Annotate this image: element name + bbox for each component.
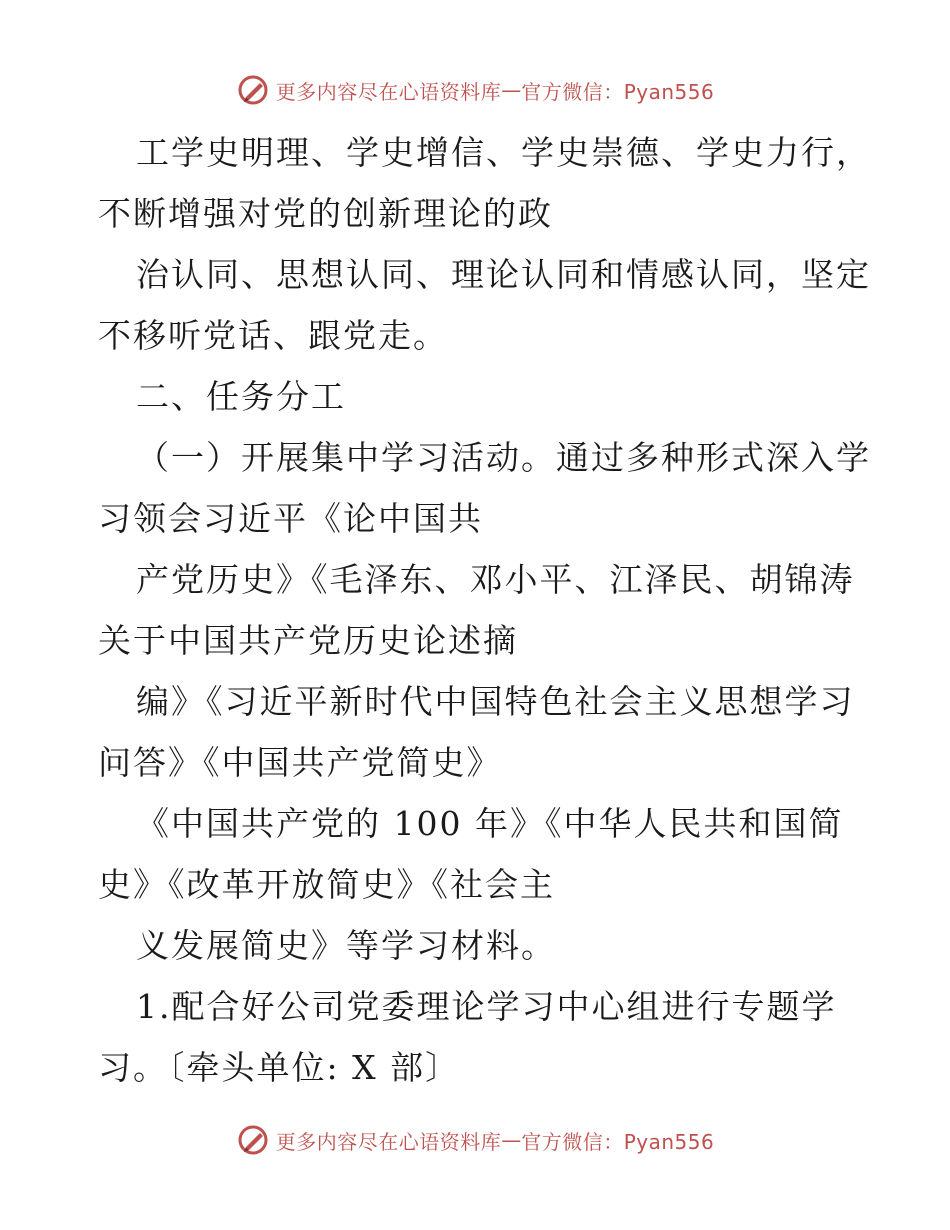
footer-watermark — [0, 1120, 950, 1160]
watermark-text: 更多内容尽在心语资料库 — [275, 79, 502, 104]
text-line: 不移听党话、跟党走。 — [98, 316, 448, 355]
text-line: 1.配合好公司党委理论学习中心组进行专题学 — [136, 987, 837, 1026]
text-line: 义发展简史》等学习材料。 — [136, 926, 556, 965]
text-line: 二、任务分工 — [136, 377, 346, 416]
watermark-wechat: 官方微信：Pyan556 — [521, 79, 715, 104]
watermark-text: 更多内容尽在心语资料库 — [275, 1129, 502, 1154]
text-line: 史》《改革开放简史》《社会主 — [98, 865, 555, 904]
document-body — [98, 122, 871, 1098]
pen-logo-icon — [236, 73, 270, 107]
pen-logo-icon — [236, 1123, 270, 1157]
watermark-wechat: 官方微信：Pyan556 — [521, 1129, 715, 1154]
text-line: （一）开展集中学习活动。通过多种形式深入学 — [136, 438, 871, 477]
text-line: 工学史明理、学史增信、学史崇德、学史力行， — [136, 133, 871, 172]
text-line: 编》《习近平新时代中国特色社会主义思想学习 — [136, 682, 855, 721]
text-line: 不断增强对党的创新理论的政 — [98, 194, 553, 233]
text-line: 问答》《中国共产党简史》 — [98, 743, 502, 782]
header-watermark — [0, 70, 950, 110]
text-line: 《中国共产党的 100 年》《中华人民共和国简 — [136, 804, 844, 843]
text-line: 习。〔牵头单位: X 部〕 — [98, 1048, 461, 1087]
text-line: 产党历史》《毛泽东、邓小平、江泽民、胡锦涛 — [136, 560, 855, 599]
watermark-separator: — — [501, 78, 522, 102]
text-line: 习领会习近平《论中国共 — [98, 499, 483, 538]
text-line: 治认同、思想认同、理论认同和情感认同，坚定 — [136, 255, 871, 294]
text-line: 关于中国共产党历史论述摘 — [98, 621, 518, 660]
watermark-separator: — — [501, 1128, 522, 1152]
